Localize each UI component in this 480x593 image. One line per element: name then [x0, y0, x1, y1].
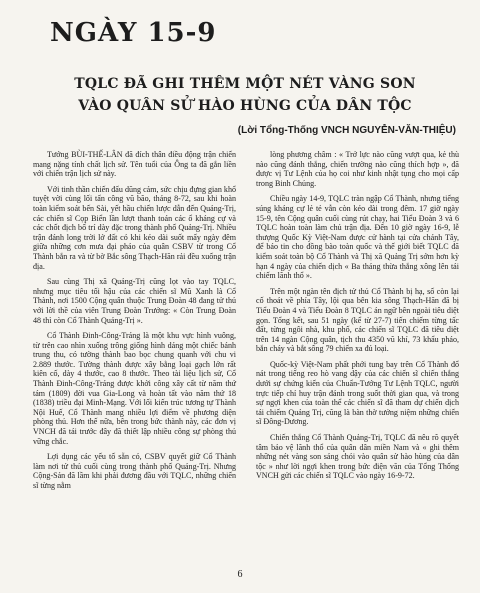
paragraph: lòng phương châm : « Trở lực nào cũng vượt qua, kẻ thù nào cũng đánh thắng, chiến trường nào cũng thích hợp », đã được vị Tư Lệnh của họ coi như kinh nhật tụng cho mọi cấp trong Binh Chủng. [256, 150, 459, 188]
paragraph: Chiến thắng Cổ Thành Quảng-Trị, TQLC đã nêu rõ quyết tâm bảo vệ lãnh thổ của quân dân miền Nam và « ghi thêm những nét vàng son sáng chói vào quân sử hào hùng của dân tộc » như lời ngợi khen trong bức điện văn của Tổng Thống VNCH gửi các chiến sĩ TQLC vào ngày 16-9-72. [256, 433, 459, 481]
date-headline: NGÀY 15-9 [50, 18, 217, 48]
paragraph: Quốc-kỳ Việt-Nam phất phới tung bay trên Cổ Thành đổ nát trong tiếng reo hò vang dậy của các chiến sĩ chiến thắng dưới sự chứng kiến của Chuẩn-Tướng Tư Lệnh TQLC, người trực tiếp chỉ huy trận đánh trong suốt thời gian qua, và trong sự ngợi khen của toàn thể các chiến sĩ đã tham dự chiến dịch tái chiếm Quảng Trị, cũng là bàn thờ tưởng niệm những chiến sĩ Đông-Dương. [256, 359, 459, 427]
right-text-column [256, 150, 459, 487]
left-text-column [33, 150, 236, 497]
paragraph: Chiều ngày 14-9, TQLC tràn ngập Cổ Thành, nhưng tiếng súng kháng cự lẻ tẻ vẫn còn kéo dài trong đêm. 17 giờ ngày 15-9, tên Cộng quân cuối cùng rút chạy, hai Tiểu Đoàn 3 và 6 TQLC hoàn toàn làm chủ trận địa. Đến 10 giờ ngày 16-9, lễ thượng Quốc Kỳ Việt-Nam được cử hành tại cửa chánh Tây, để báo tin cho đồng bào toàn quốc và thế giới biết TQLC đã kiểm soát toàn bộ Cổ Thành và Thị xã Quảng Trị sớm hơn kỳ hạn 4 ngày của chiến dịch « Ba tháng thừa thắng xông lên tái chiếm lãnh thổ ». [256, 194, 459, 281]
paragraph: Tướng BÙI-THẾ-LÂN đã đích thân điều động trận chiến mang nặng tính chất lịch sử. Tên tuổi của Ông ta đã gắn liền với chiến trận lịch sử này. [33, 150, 236, 179]
article-title-line-1: TQLC ĐÃ GHI THÊM MỘT NÉT VÀNG SON [74, 76, 416, 92]
paragraph: Cổ Thành Đinh-Công-Tráng là một khu vực hình vuông, từ trên cao nhìn xuống trông giống hình dáng một chiếc bánh trung thu, có tường thành bao bọc chung quanh với chu vi 2.889 thước. Tường thành được xây bằng loại gạch lớn rất kiên cố, dày 4 thước, cao 8 thước. Theo tài liệu lịch sử, Cổ Thành Đinh-Công-Tráng được khởi công xây cất từ năm thứ tám (1809) đời vua Gia-Long và hoàn tất vào năm thứ 18 (1838) triều đại Minh-Mạng. Với lối kiến trúc tương tự Thành Nội Huế, Cổ Thành mang nhiều lợi điểm về phương diện phòng thủ. Hơn thế nữa, bên trong bức thành này, các đơn vị VNCH đã tái trước đây đã thiết lập nhiều công sự phòng thủ vững chắc. [33, 331, 236, 446]
article-title-line-2: VÀO QUÂN SỬ HÀO HÙNG CỦA DÂN TỘC [78, 98, 412, 114]
paragraph: Lợi dụng các yếu tố sẵn có, CSBV quyết giữ Cổ Thành làm nơi tử thủ cuối cùng trong thành phố Quảng-Trị. Nhưng Cộng-Sản đã lầm khi phải đương đầu với TQLC, những chiến sĩ từng nằm [33, 452, 236, 490]
paragraph: Sau cùng Thị xã Quảng-Trị cũng lọt vào tay TQLC, nhưng mục tiêu tối hậu của các chiến sĩ Mũ Xanh là Cổ Thành, nơi 1500 Cộng quân thuộc Trung Đoàn 48 đang tử thủ với lời thề của viên Trung Đoàn Trưởng: « Còn Trung Đoàn 48 thì còn Cổ Thành Quảng-Trị ». [33, 277, 236, 325]
page-number: 6 [237, 569, 243, 580]
paragraph: Với tinh thần chiến đấu dũng cảm, sức chịu đựng gian khổ tuyệt vời cùng lối tấn công vũ bão, tháng 8-72, sau khi hoàn toàn kiểm soát bến Sài, yết hầu chiến lược dẫn đến Quảng-Trị, các chiến sĩ Cọp Biển lần lượt thanh toán các ổ kháng cự và các chốt địch bố trí dày đặc trong thành phố Quảng-Trị. Nhiều trận đánh long trời lở đất có khi kéo dài suốt mấy ngày đêm giữa những cơn mưa đại pháo của quân CSBV từ trong Cổ Thành bắn ra và từ bờ Bắc sông Thạch-Hãn rải đều xuống trận địa. [33, 184, 236, 271]
byline: (Lời Tổng-Thống VNCH NGUYỄN-VĂN-THIỆU) [237, 125, 456, 136]
paragraph: Trên một ngàn tên địch tử thủ Cổ Thành bị hạ, số còn lại cố thoát về phía Tây, lội qua bên kia sông Thạch-Hãn đã bị Tiểu Đoàn 4 và Tiểu Đoàn 8 TQLC án ngữ bên ngoài tiêu diệt gọn. Tổng kết, sau 51 ngày (kể từ 27-7) tiến chiếm từng tấc đất, từng ngôi nhà, khu phố, các chiến sĩ TQLC đã tiêu diệt trên 14 ngàn Cộng quân, tịch thu 4350 vũ khí, 73 khẩu pháo, bắn cháy và bắt sống 79 chiến xa đủ loại. [256, 286, 459, 354]
